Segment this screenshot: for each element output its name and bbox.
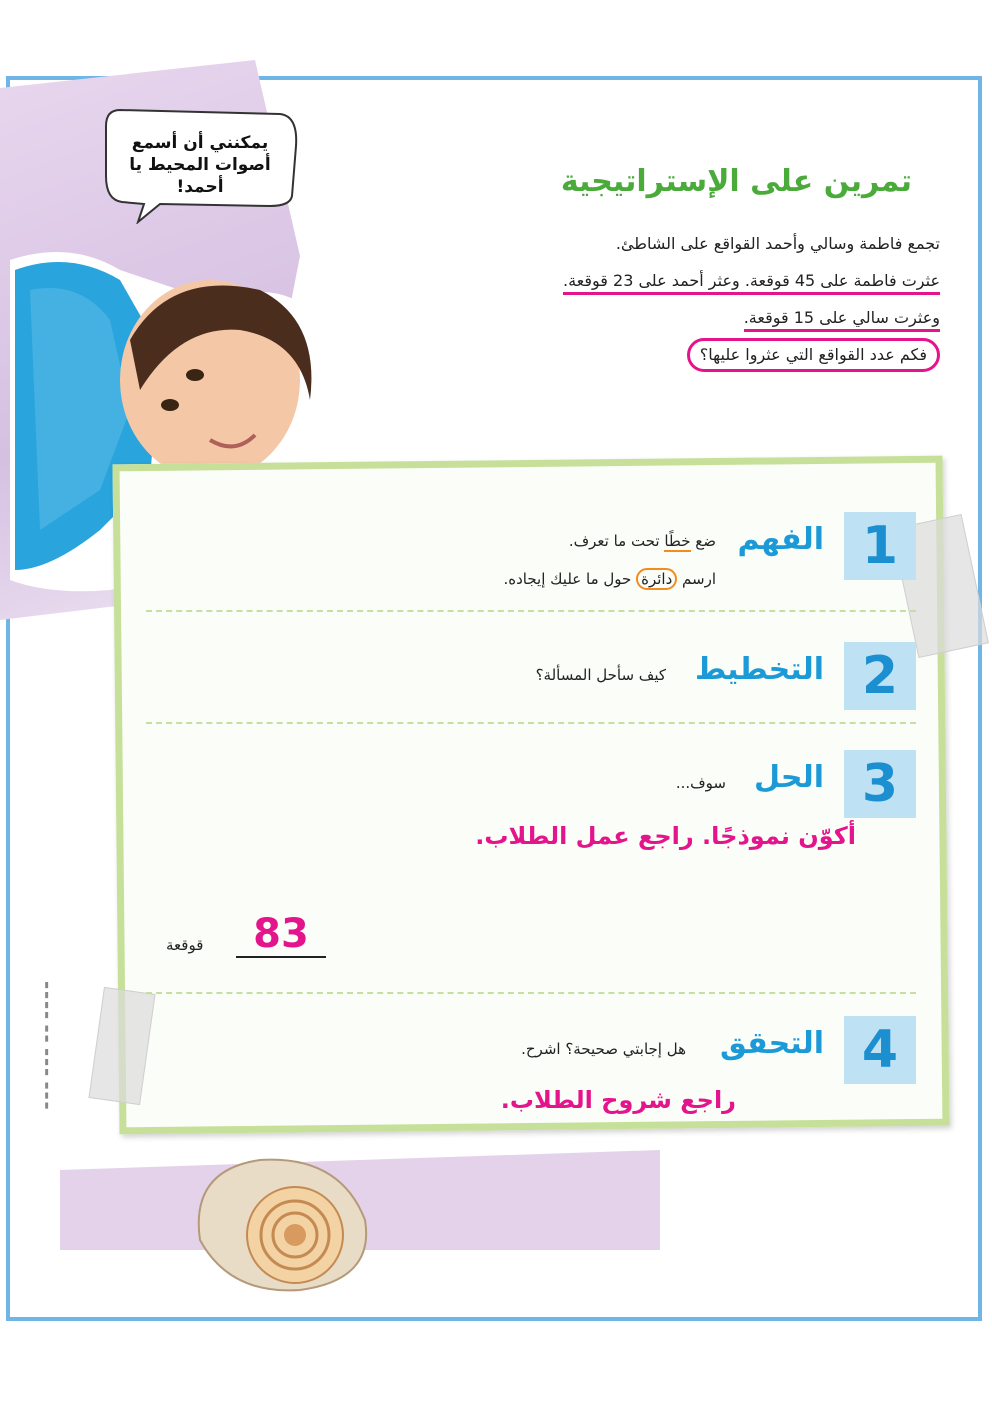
result-line <box>166 912 386 962</box>
step-1-line-2-pre: ارسم <box>677 570 716 588</box>
circled-word: دائرة <box>636 568 677 590</box>
story-line-3 <box>340 299 940 336</box>
step-heading-plan: التخطيط <box>694 652 824 687</box>
step-plan <box>136 642 916 722</box>
nautilus-shell-illustration <box>180 1150 380 1300</box>
page-title: تمرين على الإستراتيجية <box>560 164 912 199</box>
divider-1 <box>146 610 916 612</box>
divider-3 <box>146 992 916 994</box>
step-heading-check: التحقق <box>719 1026 824 1061</box>
step-understand <box>136 512 916 602</box>
underlined-fact-2: وعثرت سالي على 15 قوقعة. <box>744 308 940 332</box>
speech-bubble-text: يمكنني أن أسمع أصوات المحيط يا أحمد! <box>129 133 271 197</box>
step-3-text: سوف... <box>675 774 726 792</box>
step-heading-solve: الحل <box>754 760 824 795</box>
underlined-word: خطًا <box>664 532 691 550</box>
step-1-line-1-pre: ضع <box>690 532 716 550</box>
circled-question: فكم عدد القواقع التي عثروا عليها؟ <box>687 338 940 372</box>
divider-2 <box>146 722 916 724</box>
step-number-2: 2 <box>844 642 916 710</box>
result-value: 83 <box>236 912 326 958</box>
word-problem <box>340 225 940 373</box>
step-check <box>136 1016 916 1116</box>
side-credit-mark: ▮▮▮ ▮▮▮ ▮▮ ▮▮▮▮ <box>42 980 51 1111</box>
underlined-fact-1: عثرت فاطمة على 45 قوقعة. وعثر أحمد على 23 قوقعة. <box>563 271 940 295</box>
step-1-line-1 <box>569 532 716 550</box>
step-number-4: 4 <box>844 1016 916 1084</box>
step-4-text: هل إجابتي صحيحة؟ اشرح. <box>521 1040 686 1058</box>
step-heading-understand: الفهم <box>737 522 824 557</box>
step-number-3: 3 <box>844 750 916 818</box>
step-2-text: كيف سأحل المسألة؟ <box>535 666 666 684</box>
step-solve <box>136 750 916 980</box>
step-1-line-2-post: حول ما عليك إيجاده. <box>503 570 637 588</box>
steps-panel <box>116 460 946 1130</box>
step-4-answer: راجع شروح الطلاب. <box>500 1086 736 1114</box>
story-line-1: تجمع فاطمة وسالي وأحمد القواقع على الشاطئ. <box>615 234 940 253</box>
step-number-1: 1 <box>844 512 916 580</box>
story-question <box>340 336 940 373</box>
step-3-answer: أكوّن نموذجًا. راجع عمل الطلاب. <box>475 822 856 850</box>
step-1-line-1-post: تحت ما تعرف. <box>568 532 665 550</box>
result-unit: قوقعة <box>166 936 204 954</box>
step-1-line-2 <box>504 568 717 590</box>
story-line-2 <box>340 262 940 299</box>
